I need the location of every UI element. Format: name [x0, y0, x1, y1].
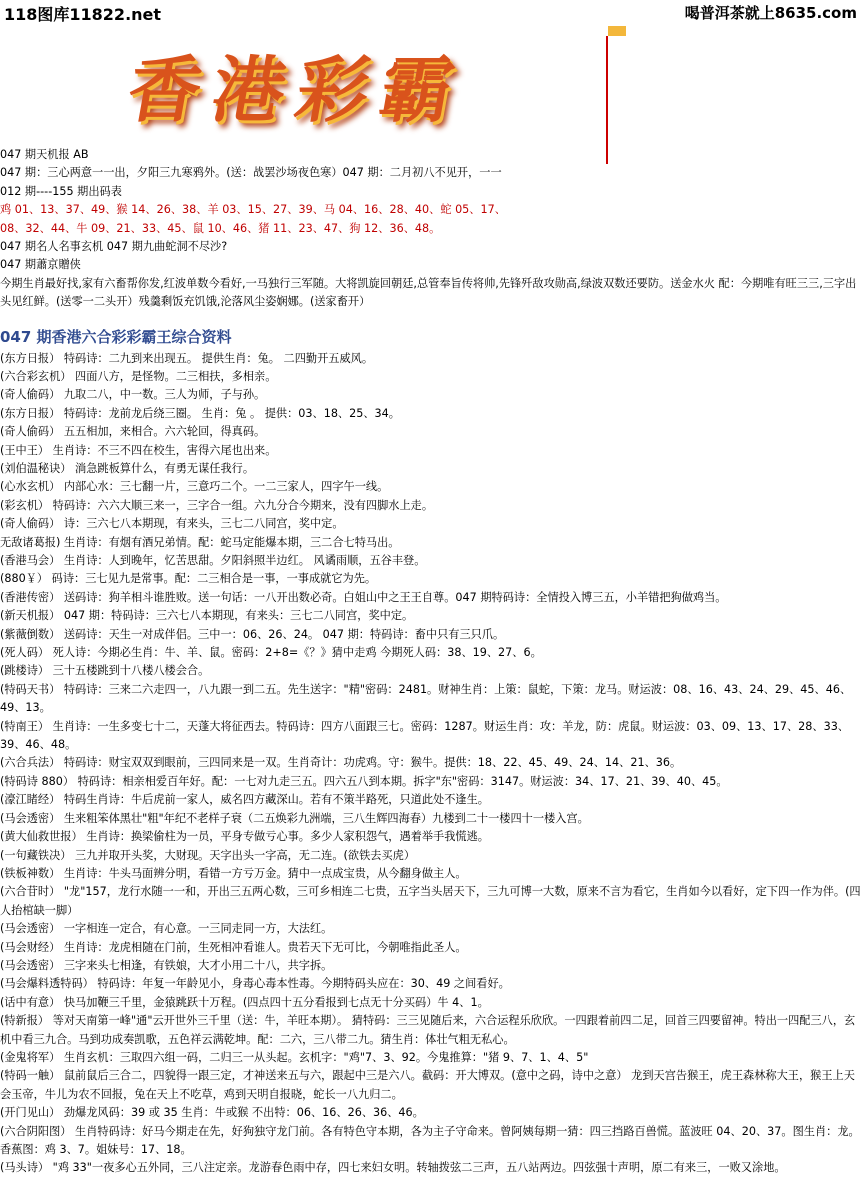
entry-line: (马头诗） "鸡 33"一夜多心五外同，三八注定亲。龙游春色雨中存，四七来妇女明。转轴拨弦二三声，五八站两边。四弦强十声明，原二有来三，一败又涂地。 [0, 1161, 786, 1175]
entry-line: (刘伯温秘诀） 淌急跳板算什么，有勇无谋任我行。 [0, 461, 255, 475]
content [0, 146, 863, 1178]
banner [120, 22, 600, 134]
entry-line: (特码天书） 特码诗：三来二六走四一，八九跟一到二五。先生送字："精"密码：2481。财神生肖：上策：鼠蛇，下策：龙马。财运波：08、16、43、24、29、45、46、49、13。 [0, 682, 852, 715]
intro-line: 047 期天机报 AB [0, 148, 89, 161]
entry-line: (话中有意） 快马加鞭三千里，金猿跳跃十万程。(四点四十五分看报到七点无十分买码）牛 4、1。 [0, 995, 489, 1009]
site-name-right[interactable]: 喝普洱茶就上8635.com [684, 4, 857, 22]
entry-line: (开门见山） 劲爆龙风码：39 或 35 生肖：牛或猴 不出特：06、16、26、36、46。 [0, 1106, 424, 1120]
entry-line: (六合彩玄机） 四面八方，是怪物。二三相扶，多相亲。 [0, 369, 277, 383]
entry-line: 无敌诸葛报) 生肖诗：有烟有酒兄弟情。配：蛇马定能爆本期，三二合七特马出。 [0, 535, 400, 549]
entry-line: (铁板神数） 生肖诗：牛头马面辨分明，看错一方亏万金。猜中一点成宝贵，从今翻身做主人。 [0, 866, 467, 880]
entry-line: (东方日报） 特码诗：二九到来出现五。 提供生肖：兔。 二四勤开五威风。 [0, 351, 374, 365]
entry-line: (特码诗 880） 特码诗：相亲相爱百年好。配：一七对九走三五。四六五八到本期。拆字"东"密码：3147。财运波：34、17、21、39、40、45。 [0, 774, 728, 788]
intro-line: 047 期：三心两意一一出，夕阳三九寒鸦外。(送：战罢沙场夜色寒）047 期：二月初八不见开，一一 [0, 166, 502, 180]
entry-line: (奇人偷码） 五五相加，来相合。六六轮回，得真码。 [0, 425, 266, 439]
entry-line: (特南王） 生肖诗：一生多变七十二，天蓬大将征西去。特码诗：四方八面跟三七。密码：1287。财运生肖：攻：羊龙，防：虎鼠。财运波：03、09、13、17、28、33、39、46、48。 [0, 719, 849, 752]
banner-decoration [608, 26, 626, 36]
intro-line: 012 期----155 期出码表 [0, 184, 122, 198]
entry-line: (880￥） 码诗：三七见九是常事。配：二三相合是一事，一事成就它为先。 [0, 572, 377, 586]
entry-line: (金鬼将军） 生肖玄机：三取四六组一码，二归三一从头起。玄机字："鸡"7、3、92。今鬼推算："猪 9、7、1、4、5" [0, 1050, 589, 1064]
banner-title: 香港彩霸 [121, 47, 473, 132]
section-title: 047 期香港六合彩彩霸王综合资料 [0, 327, 232, 346]
entries-list [0, 350, 863, 1178]
intro-line: 047 期蕭京贈侠 [0, 258, 81, 272]
intro-line-red: 08、32、44、牛 09、21、33、45、鼠 10、46、猪 11、23、47、狗 12、36、48。 [0, 221, 441, 235]
entry-line: (彩玄机） 特码诗：六六大顺三来一，三字合一组。六九分合今期来，没有四脚水上走。 [0, 498, 434, 512]
entry-line: (香港传密） 送码诗：狗羊相斗谁胜败。送一句话：一八开出数必奇。白姐山中之王王自尊。047 期特码诗：全情投入博三五，小羊错把狗做鸡当。 [0, 590, 727, 604]
site-name-left[interactable]: 118图库11822.net [4, 5, 162, 24]
entry-line: (马会财经） 生肖诗：龙虎相随在门前，生死相冲看谁人。贵若天下无可比，今朝唯指此圣人。 [0, 940, 467, 954]
top-bar [0, 0, 863, 24]
entry-line: (马会爆料透特码） 特码诗：年复一年龄见小，身毒心毒本性毒。今期特码头应在：30、49 之间看好。 [0, 977, 510, 991]
entry-line: (特码一触） 鼠前鼠后三合二，四貌得一跟三定，才神送来五与六，跟起中三是六八。截码：开大博双。(意中之码，诗中之意） 龙到天宫告猴王，虎王森林称大王，猴王上天会玉帝，牛儿为农不回报，兔在天上不吃草，鸡到天明自报晓，蛇长一八九归二。 [0, 1069, 855, 1101]
intro-paragraph: 今期生肖最好找,家有六畜帮你发,红波单数今看好,一马独行三军随。大将凯旋回朝廷,总管奉旨传将帅,先锋歼敌攻勋高,绿波双数还要防。送金水火 配：今期唯有旺三三,三字出头见红鲜。(送零一二头开）残羹剩饭充饥饿,沦落风尘姿娴娜。(送家畜开） [0, 276, 857, 309]
entry-line: (心水玄机） 内部心水：三七翻一片，三意巧二个。一二三家人，四字午一线。 [0, 480, 389, 494]
entry-line: (奇人偷码） 九取二八，中一数。三人为师，子与孙。 [0, 388, 266, 402]
entry-line: (死人码） 死人诗：今期必生肖：牛、羊、鼠。密码：2+8=《？》猜中走鸡 今期死人码：38、19、27、6。 [0, 646, 542, 660]
entry-line: (马会透密） 一字相连一定合，有心意。一三同走同一方，大法红。 [0, 922, 333, 936]
entry-line: (跳楼诗） 三十五楼跳到十八楼八楼会合。 [0, 664, 210, 678]
entry-line: (特新报） 等对天南第一峰"通"云开世外三千里（送：牛，羊旺本期）。 猜特码：三三见随后来，六合运程乐欣欣。一四跟着前四二足，回首三四要留神。特出一四配三八，玄机中看三九合。马到功成奏凯歌，五色祥云满乾坤。配：二六，三八带二九。猜生肖：体壮气粗无私心。 [0, 1014, 856, 1046]
banner-divider [606, 36, 608, 164]
entry-line: (六合阴阳图） 生肖特码诗：好马今期走在先，好狗独守龙门前。各有特色守本期，各为主子守命来。曾阿姨每期一猜：四三挡路百兽慌。蓝波旺 04、20、37。图生肖：龙。香蕉图：鸡 3、7。姐妹号：17、18。 [0, 1124, 860, 1157]
intro-line-red: 鸡 01、13、37、49、猴 14、26、38、羊 03、15、27、39、马 04、16、28、40、蛇 05、17、 [0, 203, 506, 217]
entry-line: (新天机报） 047 期：特码诗：三六七八本期现，有来头：三七二八同宫，奖中定。 [0, 609, 414, 623]
entry-line: (东方日报） 特码诗：龙前龙后绕三圈。 生肖：兔 。 提供：03、18、25、34。 [0, 406, 400, 420]
entry-line: (黄大仙救世报） 生肖诗：换梁偷柱为一员，平身专做亏心事。多少人家积怨气，遇着举手我慌逃。 [0, 830, 489, 844]
intro-line: 047 期名人名事玄机 047 期九曲蛇洞不尽沙? [0, 239, 228, 253]
entry-line: (濠江睹经） 特码生肖诗：牛后虎前一家人，威名四方藏深山。若有不策半路死，只道此处不逢生。 [0, 793, 489, 807]
entry-line: (一句藏铁决） 三九并取开头奖，大财现。天字出头一字高，无二连。(欲铁去买虎） [0, 848, 416, 862]
entry-line: (马会透密） 生来粗笨体黑壮"粗"年纪不老样子衰（二五焕彩九洲端，三八生辉四海春）九楼到二十一楼四十一楼入宫。 [0, 811, 589, 825]
entry-line: (紫薇倒数） 送码诗：天生一对成伴侣。三中一：06、26、24。 047 期：特码诗：畜中只有三只爪。 [0, 627, 505, 641]
entry-line: (马会透密） 三字来头七相逢，有铁娘，大才小用二十八，共字拆。 [0, 958, 333, 972]
entry-line: (香港马会） 生肖诗：人到晚年，忆苦思甜。夕阳斜照半边红。 风谲雨顺，五谷丰登。 [0, 554, 426, 568]
entry-line: (六合苷时） "龙"157，龙行水随一一和，开出三五两心数，三可乡相连二七贵，五字当头居天下，三九可博一大数，原来不言为看它，生肖如今以看好，定下四一作为伴。(四人抬棺缺一脚） [0, 885, 861, 917]
entry-line: (王中王） 生肖诗：不三不四在校生，害得六尾也出来。 [0, 443, 277, 457]
entry-line: (奇人偷码） 诗：三六七八本期现，有来头，三七二八同宫，奖中定。 [0, 517, 344, 531]
entry-line: (六合兵法） 特码诗：财宝双双到眼前，三四同来是一双。生肖奇计：功虎鸡。守：猴牛。提供：18、22、45、49、24、14、21、36。 [0, 756, 682, 770]
